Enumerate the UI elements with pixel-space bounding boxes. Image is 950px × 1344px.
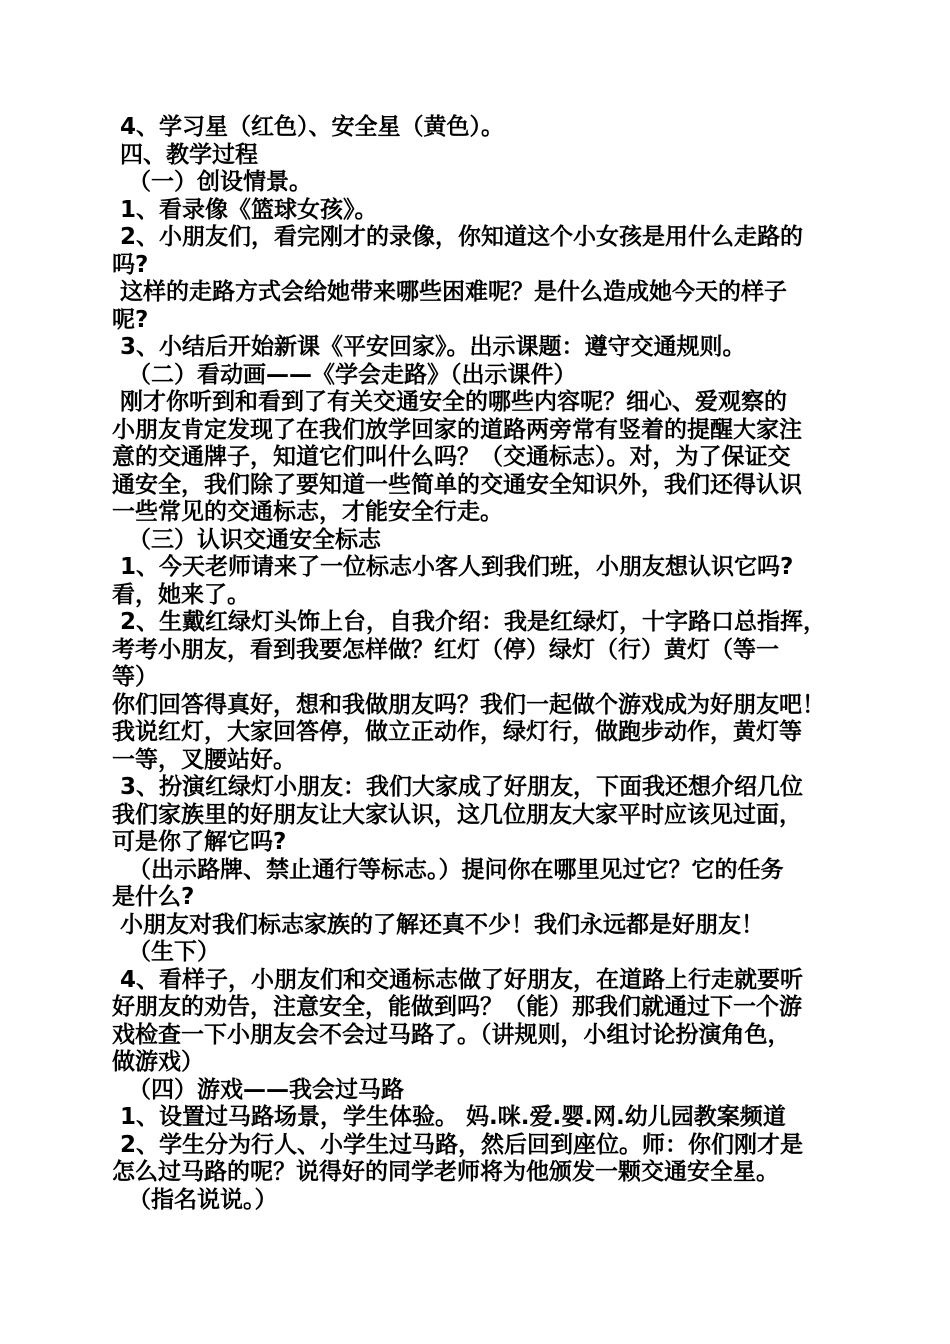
text-line: 小朋友对我们标志家族的了解还真不少！我们永远都是好朋友！	[112, 911, 765, 938]
text-line: （指名说说。）	[112, 1186, 278, 1213]
subsection-heading: （一）创设情景。	[112, 169, 313, 195]
subsection-heading: （四）游戏——我会过马路	[112, 1076, 405, 1103]
document-body	[112, 114, 852, 1214]
text-line: 一些常见的交通标志，才能安全行走。	[112, 499, 503, 525]
text-line: 我们家族里的好朋友让大家认识，这几位朋友大家平时应该见过面，	[112, 801, 802, 828]
text-line: 看，她来了。	[112, 581, 250, 608]
text-line: 1、今天老师请来了一位标志小客人到我们班，小朋友想认识它吗?	[112, 554, 794, 580]
text-line: 做游戏）	[112, 1049, 204, 1075]
text-line: 呢?	[112, 306, 149, 333]
text-line: 等）	[112, 664, 158, 690]
text-line: 一等，叉腰站好。	[112, 746, 296, 773]
text-line: 2、生戴红绿灯头饰上台，自我介绍：我是红绿灯，十字路口总指挥，	[112, 609, 827, 635]
text-line: 好朋友的劝告，注意安全，能做到吗？（能）那我们就通过下一个游	[112, 994, 802, 1020]
text-line: 意的交通牌子，知道它们叫什么吗？（交通标志）。对，为了保证交	[112, 444, 791, 470]
text-line: （生下）	[112, 939, 221, 965]
text-line: 这样的走路方式会给她带来哪些困难呢？是什么造成她今天的样子	[112, 279, 788, 305]
subsection-heading: （三）认识交通安全标志	[112, 526, 382, 553]
section-heading: 四、教学过程	[112, 141, 259, 168]
text-line: 3、扮演红绿灯小朋友：我们大家成了好朋友，下面我还想介绍几位	[112, 774, 804, 800]
text-line: 怎么过马路的呢？说得好的同学老师将为他颁发一颗交通安全星。	[112, 1159, 779, 1185]
text-line: 4、学习星（红色）、安全星（黄色）。	[112, 114, 505, 140]
text-line: 戏检查一下小朋友会不会过马路了。（讲规则，小组讨论扮演角色，	[112, 1021, 791, 1048]
text-line: 考考小朋友，看到我要怎样做？红灯（停）绿灯（行）黄灯（等一	[112, 636, 779, 663]
text-line: 你们回答得真好，想和我做朋友吗？我们一起做个游戏成为好朋友吧！	[112, 691, 825, 718]
text-line: 通安全，我们除了要知道一些简单的交通安全知识外，我们还得认识	[112, 471, 802, 498]
text-line: （出示路牌、禁止通行等标志。）提问你在哪里见过它？它的任务	[112, 856, 784, 883]
text-line: 刚才你听到和看到了有关交通安全的哪些内容呢？细心、爱观察的	[112, 389, 788, 415]
text-line: 可是你了解它吗?	[112, 829, 287, 855]
text-line: 3、小结后开始新课《平安回家》。出示课题：遵守交通规则。	[112, 334, 746, 360]
text-line: 是什么?	[112, 884, 195, 910]
text-line: 1、看录像《篮球女孩》。	[112, 196, 378, 223]
text-line: 2、小朋友们，看完刚才的录像，你知道这个小女孩是用什么走路的	[112, 224, 804, 250]
text-line: 1、设置过马路场景，学生体验。 妈.咪.爱.婴.网.幼儿园教案频道	[112, 1104, 786, 1130]
text-line: 4、看样子，小朋友们和交通标志做了好朋友，在道路上行走就要听	[112, 966, 804, 993]
subsection-heading: （二）看动画——《学会走路》（出示课件）	[112, 361, 577, 388]
text-line: 2、学生分为行人、小学生过马路，然后回到座位。师：你们刚才是	[112, 1131, 804, 1158]
text-line: 小朋友肯定发现了在我们放学回家的道路两旁常有竖着的提醒大家注	[112, 416, 802, 443]
text-line: 吗?	[112, 251, 149, 278]
text-line: 我说红灯，大家回答停，做立正动作，绿灯行，做跑步动作，黄灯等	[112, 719, 802, 745]
